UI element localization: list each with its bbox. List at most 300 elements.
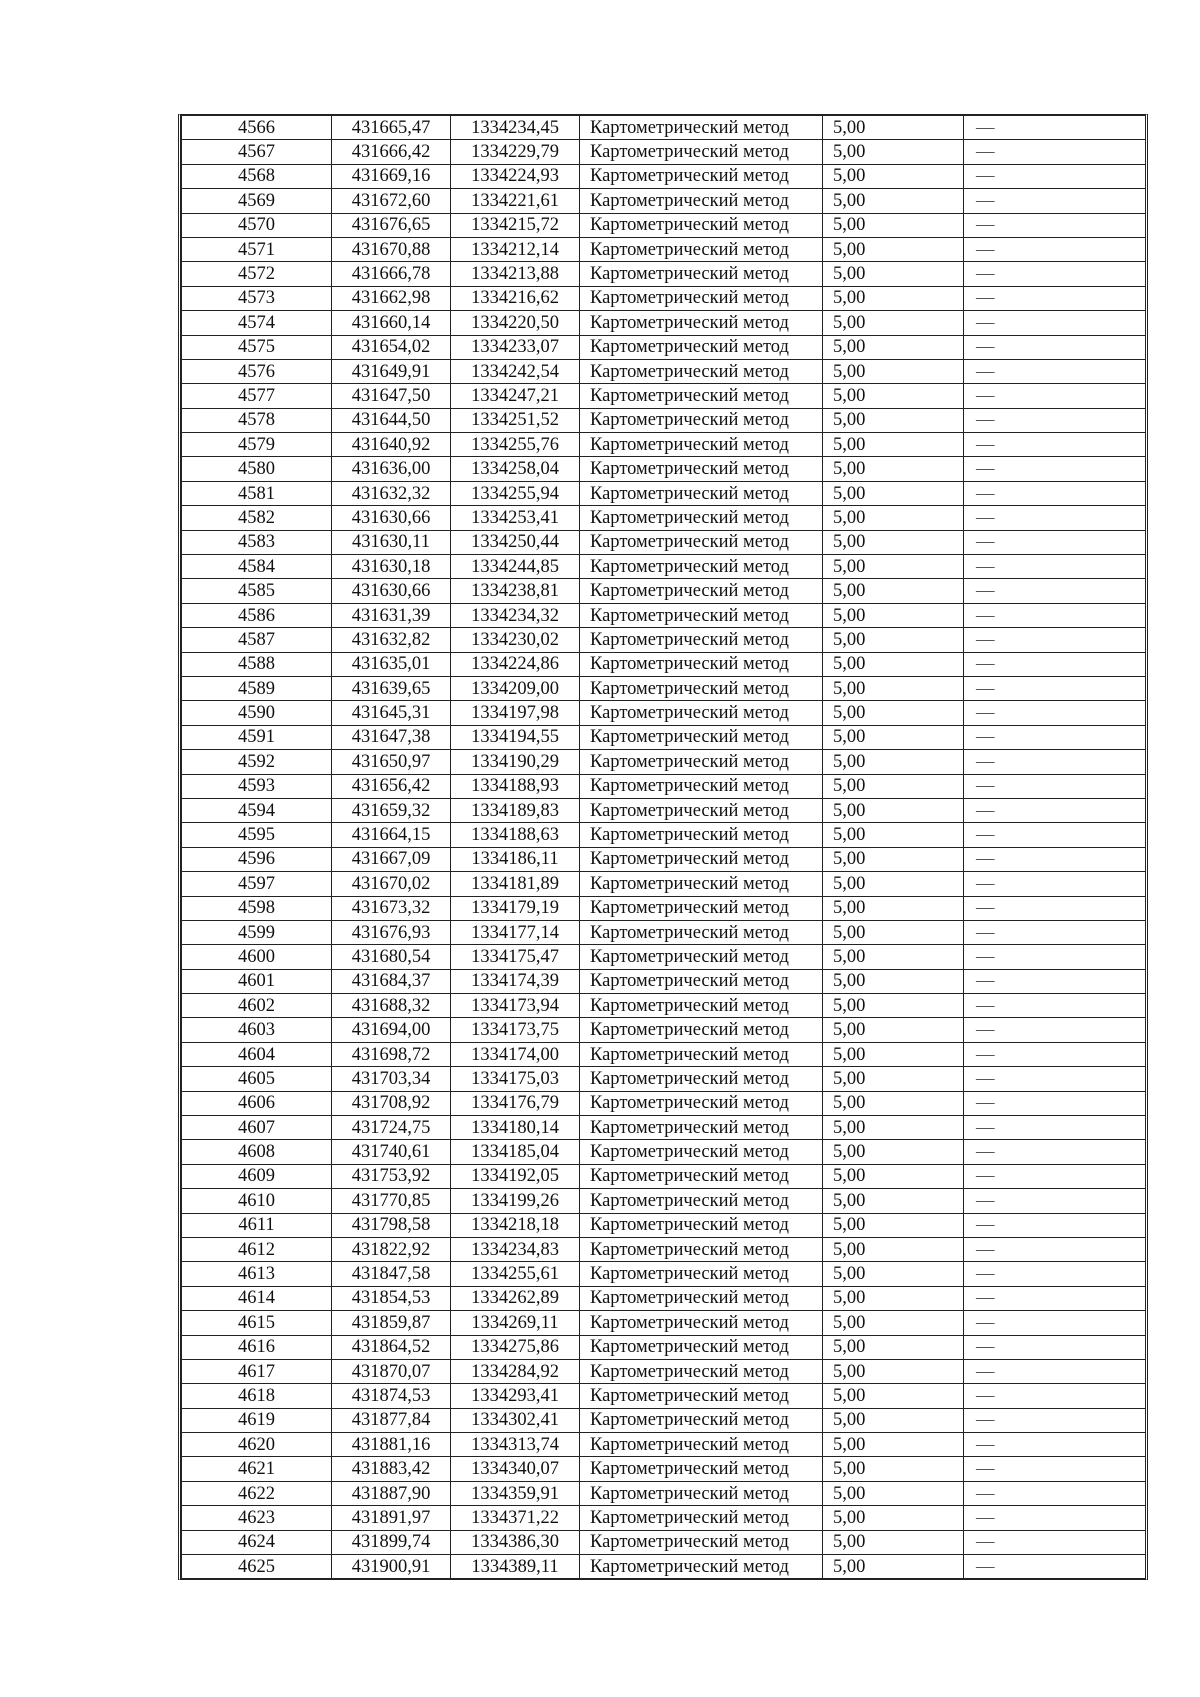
x-coordinate-cell: 431847,58 bbox=[332, 1262, 451, 1286]
table-row bbox=[182, 1213, 1146, 1237]
error-cell: 5,00 bbox=[823, 1237, 964, 1261]
point-number-cell: 4577 bbox=[182, 384, 332, 408]
y-coordinate-cell: 1334234,45 bbox=[451, 116, 580, 140]
y-coordinate-cell: 1334359,91 bbox=[451, 1481, 580, 1505]
point-number-cell: 4597 bbox=[182, 872, 332, 896]
error-cell: 5,00 bbox=[823, 1116, 964, 1140]
error-cell: 5,00 bbox=[823, 652, 964, 676]
y-coordinate-cell: 1334224,86 bbox=[451, 652, 580, 676]
point-number-cell: 4606 bbox=[182, 1091, 332, 1115]
y-coordinate-cell: 1334188,93 bbox=[451, 774, 580, 798]
table-row bbox=[182, 140, 1146, 164]
y-coordinate-cell: 1334174,39 bbox=[451, 969, 580, 993]
error-cell: 5,00 bbox=[823, 1189, 964, 1213]
y-coordinate-cell: 1334233,07 bbox=[451, 335, 580, 359]
y-coordinate-cell: 1334255,94 bbox=[451, 481, 580, 505]
error-cell: 5,00 bbox=[823, 1311, 964, 1335]
y-coordinate-cell: 1334230,02 bbox=[451, 628, 580, 652]
description-cell: — bbox=[964, 116, 1146, 140]
y-coordinate-cell: 1334386,30 bbox=[451, 1530, 580, 1554]
method-cell: Картометрический метод bbox=[580, 1189, 823, 1213]
y-coordinate-cell: 1334313,74 bbox=[451, 1433, 580, 1457]
point-number-cell: 4623 bbox=[182, 1506, 332, 1530]
table-row bbox=[182, 359, 1146, 383]
coordinates-table-body bbox=[182, 116, 1146, 1579]
y-coordinate-cell: 1334179,19 bbox=[451, 896, 580, 920]
x-coordinate-cell: 431666,42 bbox=[332, 140, 451, 164]
error-cell: 5,00 bbox=[823, 1481, 964, 1505]
point-number-cell: 4619 bbox=[182, 1408, 332, 1432]
error-cell: 5,00 bbox=[823, 1530, 964, 1554]
point-number-cell: 4581 bbox=[182, 481, 332, 505]
table-row bbox=[182, 798, 1146, 822]
error-cell: 5,00 bbox=[823, 1140, 964, 1164]
y-coordinate-cell: 1334218,18 bbox=[451, 1213, 580, 1237]
x-coordinate-cell: 431698,72 bbox=[332, 1042, 451, 1066]
description-cell: — bbox=[964, 847, 1146, 871]
method-cell: Картометрический метод bbox=[580, 1408, 823, 1432]
point-number-cell: 4599 bbox=[182, 920, 332, 944]
description-cell: — bbox=[964, 798, 1146, 822]
method-cell: Картометрический метод bbox=[580, 555, 823, 579]
error-cell: 5,00 bbox=[823, 945, 964, 969]
description-cell: — bbox=[964, 725, 1146, 749]
point-number-cell: 4615 bbox=[182, 1311, 332, 1335]
x-coordinate-cell: 431883,42 bbox=[332, 1457, 451, 1481]
error-cell: 5,00 bbox=[823, 506, 964, 530]
y-coordinate-cell: 1334216,62 bbox=[451, 286, 580, 310]
point-number-cell: 4594 bbox=[182, 798, 332, 822]
point-number-cell: 4621 bbox=[182, 1457, 332, 1481]
description-cell: — bbox=[964, 896, 1146, 920]
y-coordinate-cell: 1334229,79 bbox=[451, 140, 580, 164]
point-number-cell: 4574 bbox=[182, 311, 332, 335]
point-number-cell: 4612 bbox=[182, 1237, 332, 1261]
table-row bbox=[182, 896, 1146, 920]
method-cell: Картометрический метод bbox=[580, 1091, 823, 1115]
y-coordinate-cell: 1334175,47 bbox=[451, 945, 580, 969]
x-coordinate-cell: 431770,85 bbox=[332, 1189, 451, 1213]
error-cell: 5,00 bbox=[823, 676, 964, 700]
table-row bbox=[182, 750, 1146, 774]
method-cell: Картометрический метод bbox=[580, 628, 823, 652]
description-cell: — bbox=[964, 1164, 1146, 1188]
point-number-cell: 4571 bbox=[182, 237, 332, 261]
description-cell: — bbox=[964, 872, 1146, 896]
coordinates-table-frame bbox=[178, 114, 1148, 1580]
y-coordinate-cell: 1334255,76 bbox=[451, 433, 580, 457]
error-cell: 5,00 bbox=[823, 237, 964, 261]
table-row bbox=[182, 506, 1146, 530]
error-cell: 5,00 bbox=[823, 1286, 964, 1310]
error-cell: 5,00 bbox=[823, 847, 964, 871]
point-number-cell: 4598 bbox=[182, 896, 332, 920]
error-cell: 5,00 bbox=[823, 750, 964, 774]
table-row bbox=[182, 384, 1146, 408]
description-cell: — bbox=[964, 774, 1146, 798]
y-coordinate-cell: 1334173,75 bbox=[451, 1018, 580, 1042]
point-number-cell: 4576 bbox=[182, 359, 332, 383]
table-row bbox=[182, 1335, 1146, 1359]
method-cell: Картометрический метод bbox=[580, 116, 823, 140]
x-coordinate-cell: 431645,31 bbox=[332, 701, 451, 725]
point-number-cell: 4590 bbox=[182, 701, 332, 725]
table-row bbox=[182, 774, 1146, 798]
description-cell: — bbox=[964, 1481, 1146, 1505]
method-cell: Картометрический метод bbox=[580, 1384, 823, 1408]
description-cell: — bbox=[964, 603, 1146, 627]
table-row bbox=[182, 1067, 1146, 1091]
point-number-cell: 4617 bbox=[182, 1359, 332, 1383]
table-row bbox=[182, 335, 1146, 359]
y-coordinate-cell: 1334199,26 bbox=[451, 1189, 580, 1213]
x-coordinate-cell: 431647,38 bbox=[332, 725, 451, 749]
error-cell: 5,00 bbox=[823, 189, 964, 213]
method-cell: Картометрический метод bbox=[580, 506, 823, 530]
x-coordinate-cell: 431631,39 bbox=[332, 603, 451, 627]
method-cell: Картометрический метод bbox=[580, 1359, 823, 1383]
description-cell: — bbox=[964, 189, 1146, 213]
table-row bbox=[182, 116, 1146, 140]
description-cell: — bbox=[964, 335, 1146, 359]
description-cell: — bbox=[964, 652, 1146, 676]
description-cell: — bbox=[964, 481, 1146, 505]
error-cell: 5,00 bbox=[823, 774, 964, 798]
x-coordinate-cell: 431654,02 bbox=[332, 335, 451, 359]
description-cell: — bbox=[964, 1359, 1146, 1383]
point-number-cell: 4575 bbox=[182, 335, 332, 359]
point-number-cell: 4602 bbox=[182, 994, 332, 1018]
description-cell: — bbox=[964, 1433, 1146, 1457]
point-number-cell: 4601 bbox=[182, 969, 332, 993]
table-row bbox=[182, 457, 1146, 481]
error-cell: 5,00 bbox=[823, 457, 964, 481]
method-cell: Картометрический метод bbox=[580, 335, 823, 359]
error-cell: 5,00 bbox=[823, 1018, 964, 1042]
point-number-cell: 4616 bbox=[182, 1335, 332, 1359]
x-coordinate-cell: 431635,01 bbox=[332, 652, 451, 676]
description-cell: — bbox=[964, 676, 1146, 700]
x-coordinate-cell: 431656,42 bbox=[332, 774, 451, 798]
description-cell: — bbox=[964, 555, 1146, 579]
method-cell: Картометрический метод bbox=[580, 433, 823, 457]
table-row bbox=[182, 725, 1146, 749]
error-cell: 5,00 bbox=[823, 701, 964, 725]
x-coordinate-cell: 431877,84 bbox=[332, 1408, 451, 1432]
table-row bbox=[182, 1262, 1146, 1286]
y-coordinate-cell: 1334180,14 bbox=[451, 1116, 580, 1140]
error-cell: 5,00 bbox=[823, 481, 964, 505]
table-row bbox=[182, 555, 1146, 579]
error-cell: 5,00 bbox=[823, 1555, 964, 1579]
method-cell: Картометрический метод bbox=[580, 1530, 823, 1554]
point-number-cell: 4607 bbox=[182, 1116, 332, 1140]
error-cell: 5,00 bbox=[823, 603, 964, 627]
table-row bbox=[182, 1286, 1146, 1310]
error-cell: 5,00 bbox=[823, 1408, 964, 1432]
method-cell: Картометрический метод bbox=[580, 530, 823, 554]
method-cell: Картометрический метод bbox=[580, 384, 823, 408]
y-coordinate-cell: 1334371,22 bbox=[451, 1506, 580, 1530]
point-number-cell: 4579 bbox=[182, 433, 332, 457]
point-number-cell: 4585 bbox=[182, 579, 332, 603]
method-cell: Картометрический метод bbox=[580, 798, 823, 822]
x-coordinate-cell: 431870,07 bbox=[332, 1359, 451, 1383]
table-row bbox=[182, 311, 1146, 335]
table-row bbox=[182, 530, 1146, 554]
y-coordinate-cell: 1334251,52 bbox=[451, 408, 580, 432]
y-coordinate-cell: 1334238,81 bbox=[451, 579, 580, 603]
description-cell: — bbox=[964, 1213, 1146, 1237]
y-coordinate-cell: 1334255,61 bbox=[451, 1262, 580, 1286]
table-row bbox=[182, 920, 1146, 944]
x-coordinate-cell: 431664,15 bbox=[332, 823, 451, 847]
method-cell: Картометрический метод bbox=[580, 823, 823, 847]
error-cell: 5,00 bbox=[823, 311, 964, 335]
table-row bbox=[182, 213, 1146, 237]
table-row bbox=[182, 1384, 1146, 1408]
description-cell: — bbox=[964, 1408, 1146, 1432]
description-cell: — bbox=[964, 920, 1146, 944]
x-coordinate-cell: 431673,32 bbox=[332, 896, 451, 920]
description-cell: — bbox=[964, 262, 1146, 286]
y-coordinate-cell: 1334212,14 bbox=[451, 237, 580, 261]
x-coordinate-cell: 431630,18 bbox=[332, 555, 451, 579]
point-number-cell: 4578 bbox=[182, 408, 332, 432]
y-coordinate-cell: 1334389,11 bbox=[451, 1555, 580, 1579]
table-row bbox=[182, 1311, 1146, 1335]
x-coordinate-cell: 431708,92 bbox=[332, 1091, 451, 1115]
description-cell: — bbox=[964, 1262, 1146, 1286]
error-cell: 5,00 bbox=[823, 286, 964, 310]
description-cell: — bbox=[964, 1018, 1146, 1042]
method-cell: Картометрический метод bbox=[580, 1067, 823, 1091]
table-row bbox=[182, 1042, 1146, 1066]
description-cell: — bbox=[964, 1042, 1146, 1066]
description-cell: — bbox=[964, 457, 1146, 481]
method-cell: Картометрический метод bbox=[580, 1457, 823, 1481]
method-cell: Картометрический метод bbox=[580, 896, 823, 920]
description-cell: — bbox=[964, 994, 1146, 1018]
x-coordinate-cell: 431669,16 bbox=[332, 164, 451, 188]
coordinates-table bbox=[181, 115, 1146, 1579]
error-cell: 5,00 bbox=[823, 530, 964, 554]
y-coordinate-cell: 1334215,72 bbox=[451, 213, 580, 237]
point-number-cell: 4620 bbox=[182, 1433, 332, 1457]
error-cell: 5,00 bbox=[823, 1164, 964, 1188]
y-coordinate-cell: 1334174,00 bbox=[451, 1042, 580, 1066]
error-cell: 5,00 bbox=[823, 1335, 964, 1359]
x-coordinate-cell: 431899,74 bbox=[332, 1530, 451, 1554]
error-cell: 5,00 bbox=[823, 335, 964, 359]
table-row bbox=[182, 872, 1146, 896]
x-coordinate-cell: 431887,90 bbox=[332, 1481, 451, 1505]
point-number-cell: 4610 bbox=[182, 1189, 332, 1213]
method-cell: Картометрический метод bbox=[580, 652, 823, 676]
y-coordinate-cell: 1334175,03 bbox=[451, 1067, 580, 1091]
table-row bbox=[182, 579, 1146, 603]
method-cell: Картометрический метод bbox=[580, 774, 823, 798]
method-cell: Картометрический метод bbox=[580, 920, 823, 944]
x-coordinate-cell: 431822,92 bbox=[332, 1237, 451, 1261]
x-coordinate-cell: 431753,92 bbox=[332, 1164, 451, 1188]
method-cell: Картометрический метод bbox=[580, 579, 823, 603]
x-coordinate-cell: 431636,00 bbox=[332, 457, 451, 481]
description-cell: — bbox=[964, 1067, 1146, 1091]
method-cell: Картометрический метод bbox=[580, 286, 823, 310]
y-coordinate-cell: 1334275,86 bbox=[451, 1335, 580, 1359]
x-coordinate-cell: 431676,93 bbox=[332, 920, 451, 944]
x-coordinate-cell: 431649,91 bbox=[332, 359, 451, 383]
table-row bbox=[182, 189, 1146, 213]
x-coordinate-cell: 431881,16 bbox=[332, 1433, 451, 1457]
table-row bbox=[182, 1433, 1146, 1457]
method-cell: Картометрический метод bbox=[580, 1433, 823, 1457]
method-cell: Картометрический метод bbox=[580, 1213, 823, 1237]
y-coordinate-cell: 1334177,14 bbox=[451, 920, 580, 944]
method-cell: Картометрический метод bbox=[580, 481, 823, 505]
table-row bbox=[182, 1189, 1146, 1213]
description-cell: — bbox=[964, 1091, 1146, 1115]
table-row bbox=[182, 1116, 1146, 1140]
y-coordinate-cell: 1334242,54 bbox=[451, 359, 580, 383]
x-coordinate-cell: 431630,66 bbox=[332, 506, 451, 530]
point-number-cell: 4624 bbox=[182, 1530, 332, 1554]
point-number-cell: 4567 bbox=[182, 140, 332, 164]
table-row bbox=[182, 603, 1146, 627]
y-coordinate-cell: 1334220,50 bbox=[451, 311, 580, 335]
method-cell: Картометрический метод bbox=[580, 1042, 823, 1066]
method-cell: Картометрический метод bbox=[580, 1237, 823, 1261]
y-coordinate-cell: 1334176,79 bbox=[451, 1091, 580, 1115]
x-coordinate-cell: 431740,61 bbox=[332, 1140, 451, 1164]
error-cell: 5,00 bbox=[823, 408, 964, 432]
table-row bbox=[182, 701, 1146, 725]
x-coordinate-cell: 431667,09 bbox=[332, 847, 451, 871]
x-coordinate-cell: 431666,78 bbox=[332, 262, 451, 286]
description-cell: — bbox=[964, 1237, 1146, 1261]
description-cell: — bbox=[964, 1457, 1146, 1481]
description-cell: — bbox=[964, 1140, 1146, 1164]
description-cell: — bbox=[964, 1555, 1146, 1579]
y-coordinate-cell: 1334209,00 bbox=[451, 676, 580, 700]
table-row bbox=[182, 1506, 1146, 1530]
error-cell: 5,00 bbox=[823, 798, 964, 822]
error-cell: 5,00 bbox=[823, 994, 964, 1018]
method-cell: Картометрический метод bbox=[580, 725, 823, 749]
error-cell: 5,00 bbox=[823, 823, 964, 847]
table-row bbox=[182, 847, 1146, 871]
y-coordinate-cell: 1334269,11 bbox=[451, 1311, 580, 1335]
table-row bbox=[182, 1237, 1146, 1261]
description-cell: — bbox=[964, 1384, 1146, 1408]
table-row bbox=[182, 823, 1146, 847]
table-row bbox=[182, 1140, 1146, 1164]
x-coordinate-cell: 431680,54 bbox=[332, 945, 451, 969]
point-number-cell: 4618 bbox=[182, 1384, 332, 1408]
y-coordinate-cell: 1334181,89 bbox=[451, 872, 580, 896]
table-row bbox=[182, 237, 1146, 261]
y-coordinate-cell: 1334340,07 bbox=[451, 1457, 580, 1481]
point-number-cell: 4566 bbox=[182, 116, 332, 140]
y-coordinate-cell: 1334197,98 bbox=[451, 701, 580, 725]
point-number-cell: 4583 bbox=[182, 530, 332, 554]
point-number-cell: 4582 bbox=[182, 506, 332, 530]
description-cell: — bbox=[964, 1335, 1146, 1359]
point-number-cell: 4611 bbox=[182, 1213, 332, 1237]
table-row bbox=[182, 164, 1146, 188]
y-coordinate-cell: 1334234,83 bbox=[451, 1237, 580, 1261]
table-row bbox=[182, 1555, 1146, 1579]
error-cell: 5,00 bbox=[823, 1213, 964, 1237]
error-cell: 5,00 bbox=[823, 579, 964, 603]
table-row bbox=[182, 1018, 1146, 1042]
description-cell: — bbox=[964, 1286, 1146, 1310]
error-cell: 5,00 bbox=[823, 1384, 964, 1408]
point-number-cell: 4591 bbox=[182, 725, 332, 749]
point-number-cell: 4600 bbox=[182, 945, 332, 969]
point-number-cell: 4584 bbox=[182, 555, 332, 579]
error-cell: 5,00 bbox=[823, 262, 964, 286]
y-coordinate-cell: 1334244,85 bbox=[451, 555, 580, 579]
point-number-cell: 4608 bbox=[182, 1140, 332, 1164]
point-number-cell: 4603 bbox=[182, 1018, 332, 1042]
description-cell: — bbox=[964, 286, 1146, 310]
method-cell: Картометрический метод bbox=[580, 164, 823, 188]
table-row bbox=[182, 628, 1146, 652]
x-coordinate-cell: 431703,34 bbox=[332, 1067, 451, 1091]
point-number-cell: 4609 bbox=[182, 1164, 332, 1188]
error-cell: 5,00 bbox=[823, 116, 964, 140]
x-coordinate-cell: 431676,65 bbox=[332, 213, 451, 237]
table-row bbox=[182, 676, 1146, 700]
method-cell: Картометрический метод bbox=[580, 1335, 823, 1359]
method-cell: Картометрический метод bbox=[580, 237, 823, 261]
x-coordinate-cell: 431650,97 bbox=[332, 750, 451, 774]
x-coordinate-cell: 431662,98 bbox=[332, 286, 451, 310]
method-cell: Картометрический метод bbox=[580, 676, 823, 700]
method-cell: Картометрический метод bbox=[580, 1164, 823, 1188]
description-cell: — bbox=[964, 701, 1146, 725]
table-row bbox=[182, 481, 1146, 505]
table-row bbox=[182, 286, 1146, 310]
error-cell: 5,00 bbox=[823, 1042, 964, 1066]
point-number-cell: 4613 bbox=[182, 1262, 332, 1286]
point-number-cell: 4568 bbox=[182, 164, 332, 188]
table-row bbox=[182, 1091, 1146, 1115]
point-number-cell: 4587 bbox=[182, 628, 332, 652]
description-cell: — bbox=[964, 164, 1146, 188]
y-coordinate-cell: 1334192,05 bbox=[451, 1164, 580, 1188]
error-cell: 5,00 bbox=[823, 164, 964, 188]
description-cell: — bbox=[964, 506, 1146, 530]
method-cell: Картометрический метод bbox=[580, 262, 823, 286]
description-cell: — bbox=[964, 384, 1146, 408]
method-cell: Картометрический метод bbox=[580, 1506, 823, 1530]
method-cell: Картометрический метод bbox=[580, 701, 823, 725]
error-cell: 5,00 bbox=[823, 896, 964, 920]
x-coordinate-cell: 431854,53 bbox=[332, 1286, 451, 1310]
point-number-cell: 4589 bbox=[182, 676, 332, 700]
method-cell: Картометрический метод bbox=[580, 603, 823, 627]
method-cell: Картометрический метод bbox=[580, 1018, 823, 1042]
x-coordinate-cell: 431670,02 bbox=[332, 872, 451, 896]
error-cell: 5,00 bbox=[823, 1067, 964, 1091]
y-coordinate-cell: 1334284,92 bbox=[451, 1359, 580, 1383]
point-number-cell: 4580 bbox=[182, 457, 332, 481]
method-cell: Картометрический метод bbox=[580, 1481, 823, 1505]
y-coordinate-cell: 1334293,41 bbox=[451, 1384, 580, 1408]
